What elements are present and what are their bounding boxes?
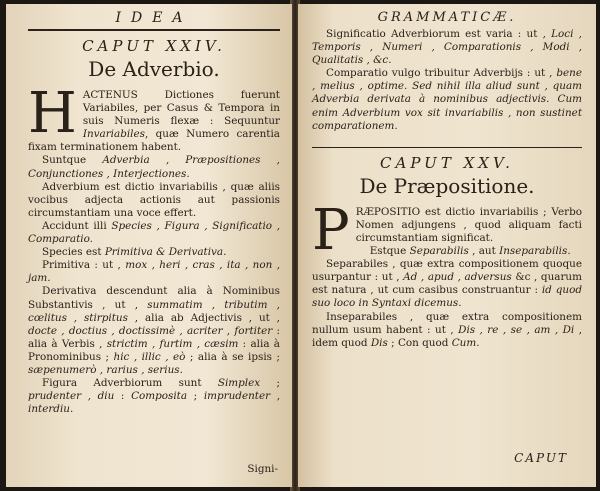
paragraph: Adverbium est dictio invariabilis , quæ aliis vocibus adjecta actionis aut passionis circumstantiam una voce effert.: [28, 180, 280, 219]
catchword: CAPUT: [514, 451, 568, 465]
paragraph: Primitiva : ut , mox , heri , cras , ita , non , jam.: [28, 259, 280, 285]
right-page: [298, 4, 596, 487]
section-rule: [312, 147, 582, 148]
chapter-title: De Præpositione.: [359, 173, 535, 198]
paragraph: Significatio Adverbiorum est varia : ut , Loci , Temporis , Numeri , Comparationis , Modi , Qualitatis , &c.: [312, 28, 582, 67]
chapter-heading: CAPUT XXIV.: [82, 37, 226, 55]
drop-cap: P: [312, 197, 350, 263]
paragraph: Suntque Adverbia , Præpositiones , Conjunctiones , Interjectiones.: [28, 154, 280, 180]
header-rule: [28, 29, 280, 31]
paragraph: Accidunt illi Species , Figura , Significatio , Comparatio.: [28, 219, 281, 246]
catchword: Signi-: [247, 463, 278, 475]
chapter-heading: CAPUT XXV.: [380, 153, 514, 172]
paragraph-intro: PRÆPOSITIO est dictio invariabilis ; Verbo Nomen adjungens , quod aliquam facti circumstantiam significat.: [312, 197, 582, 263]
paragraph: Species est Primitiva & Derivativa.: [42, 246, 227, 259]
paragraph: Estque Separabilis , aut Inseparabilis.: [369, 245, 571, 258]
paragraph: Derivativa descendunt alia à Nominibus Substantivis , ut , summatim , tributim , cœlitus , stirpitus , alia ab Adjectivis , ut , docte , doctius , doctissimè , acriter , fortiter : alia à Verbis , strictim , furtim , cæsim : alia à Pronominibus ; hic , illic , eò ; alia à se ipsis ; sæpenumerò , rarius , serius.: [28, 285, 281, 376]
paragraph: Separabiles , quæ extra compositionem quoque usurpantur : ut , Ad , apud , adversus &c , quarum est natura , ut cum casibus construantur : id quod suo loco in Syntaxi dicemus.: [312, 258, 582, 310]
paragraph: Inseparabiles , quæ extra compositionem nullum usum habent : ut , Dis , re , se , am , Di , idem quod Dis ; Con quod Cum.: [312, 310, 583, 349]
right-running-head: GRAMMATICÆ.: [377, 10, 517, 25]
left-running-head: IDEA: [115, 10, 193, 26]
paragraph-intro: HACTENUS Dictiones fuerunt Variabiles, per Casus & Tempora in suis Numeris flexæ : Sequuntur Invariabiles, quæ Numero carentia fixam terminationem habent.: [28, 81, 280, 154]
left-page: [6, 4, 292, 487]
paragraph: Figura Adverbiorum sunt Simplex ; prudenter , diu : Composita ; imprudenter , interdiu.: [28, 377, 281, 416]
paragraph: Comparatio vulgo tribuitur Adverbijs : ut , bene , melius , optime. Sed nihil illa aliud sunt , quam Adverbia derivata à nominibus adjectivis. Cum enim Adverbium vox sit invariabilis , non sustinet comparationem.: [312, 67, 582, 132]
drop-cap: H: [28, 81, 77, 146]
chapter-title: De Adverbio.: [88, 57, 220, 81]
